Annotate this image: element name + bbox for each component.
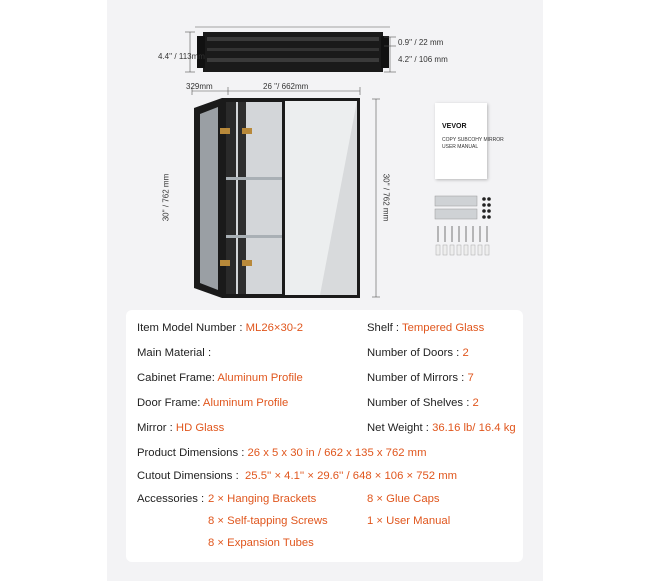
spec-cabinet-frame: Cabinet Frame: Aluminum Profile: [137, 372, 303, 384]
accessory-expansion-tubes: 8 × Expansion Tubes: [208, 537, 314, 549]
spec-shelf: Shelf : Tempered Glass: [367, 322, 485, 334]
spec-model: Item Model Number : ML26×30-2: [137, 322, 304, 334]
cabinet-front-view: [180, 82, 400, 308]
spec-material: Main Material :: [137, 347, 212, 359]
manual-line1: COPY SUBCOHY MIRROR: [442, 137, 504, 143]
spec-mirrors: Number of Mirrors : 7: [367, 372, 474, 384]
spec-weight: Net Weight : 36.16 lb/ 16.4 kg: [367, 422, 516, 434]
accessories-illustration: [430, 190, 500, 260]
frame-depth2-label: 4.2'' / 106 mm: [398, 55, 448, 64]
spec-door-frame: Door Frame: Aluminum Profile: [137, 397, 289, 409]
frame-depth-label: 0.9'' / 22 mm: [398, 38, 444, 47]
spec-shelves: Number of Shelves : 2: [367, 397, 479, 409]
accessory-user-manual: 1 × User Manual: [367, 515, 451, 527]
depth-label: 4.4'' / 113mm: [158, 52, 205, 61]
accessory-glue-caps: 8 × Glue Caps: [367, 493, 440, 505]
spec-cutout-dimensions: Cutout Dimensions : 25.5'' × 4.1'' × 29.6'' / 648 × 106 × 752 mm: [137, 470, 458, 482]
manual-line2: USER MANUAL: [442, 144, 479, 150]
width-label: 26 ''/ 662mm: [263, 82, 309, 91]
accessory-screws: 8 × Self-tapping Screws: [208, 515, 328, 527]
user-manual-booklet: [435, 103, 504, 179]
manual-brand: VEVOR: [442, 123, 467, 130]
spec-mirror: Mirror : HD Glass: [137, 422, 225, 434]
height-left-label: 30'' / 762 mm: [161, 173, 171, 222]
accessory-hanging-brackets: 2 × Hanging Brackets: [208, 493, 317, 505]
height-right-label: 30'' / 762 mm: [381, 173, 391, 222]
door-open-label: 329mm: [186, 82, 213, 91]
spec-product-dimensions: Product Dimensions : 26 x 5 x 30 in / 662 x 135 x 762 mm: [137, 447, 427, 459]
spec-doors: Number of Doors : 2: [367, 347, 469, 359]
spec-accessories-label: Accessories :: [137, 493, 205, 505]
